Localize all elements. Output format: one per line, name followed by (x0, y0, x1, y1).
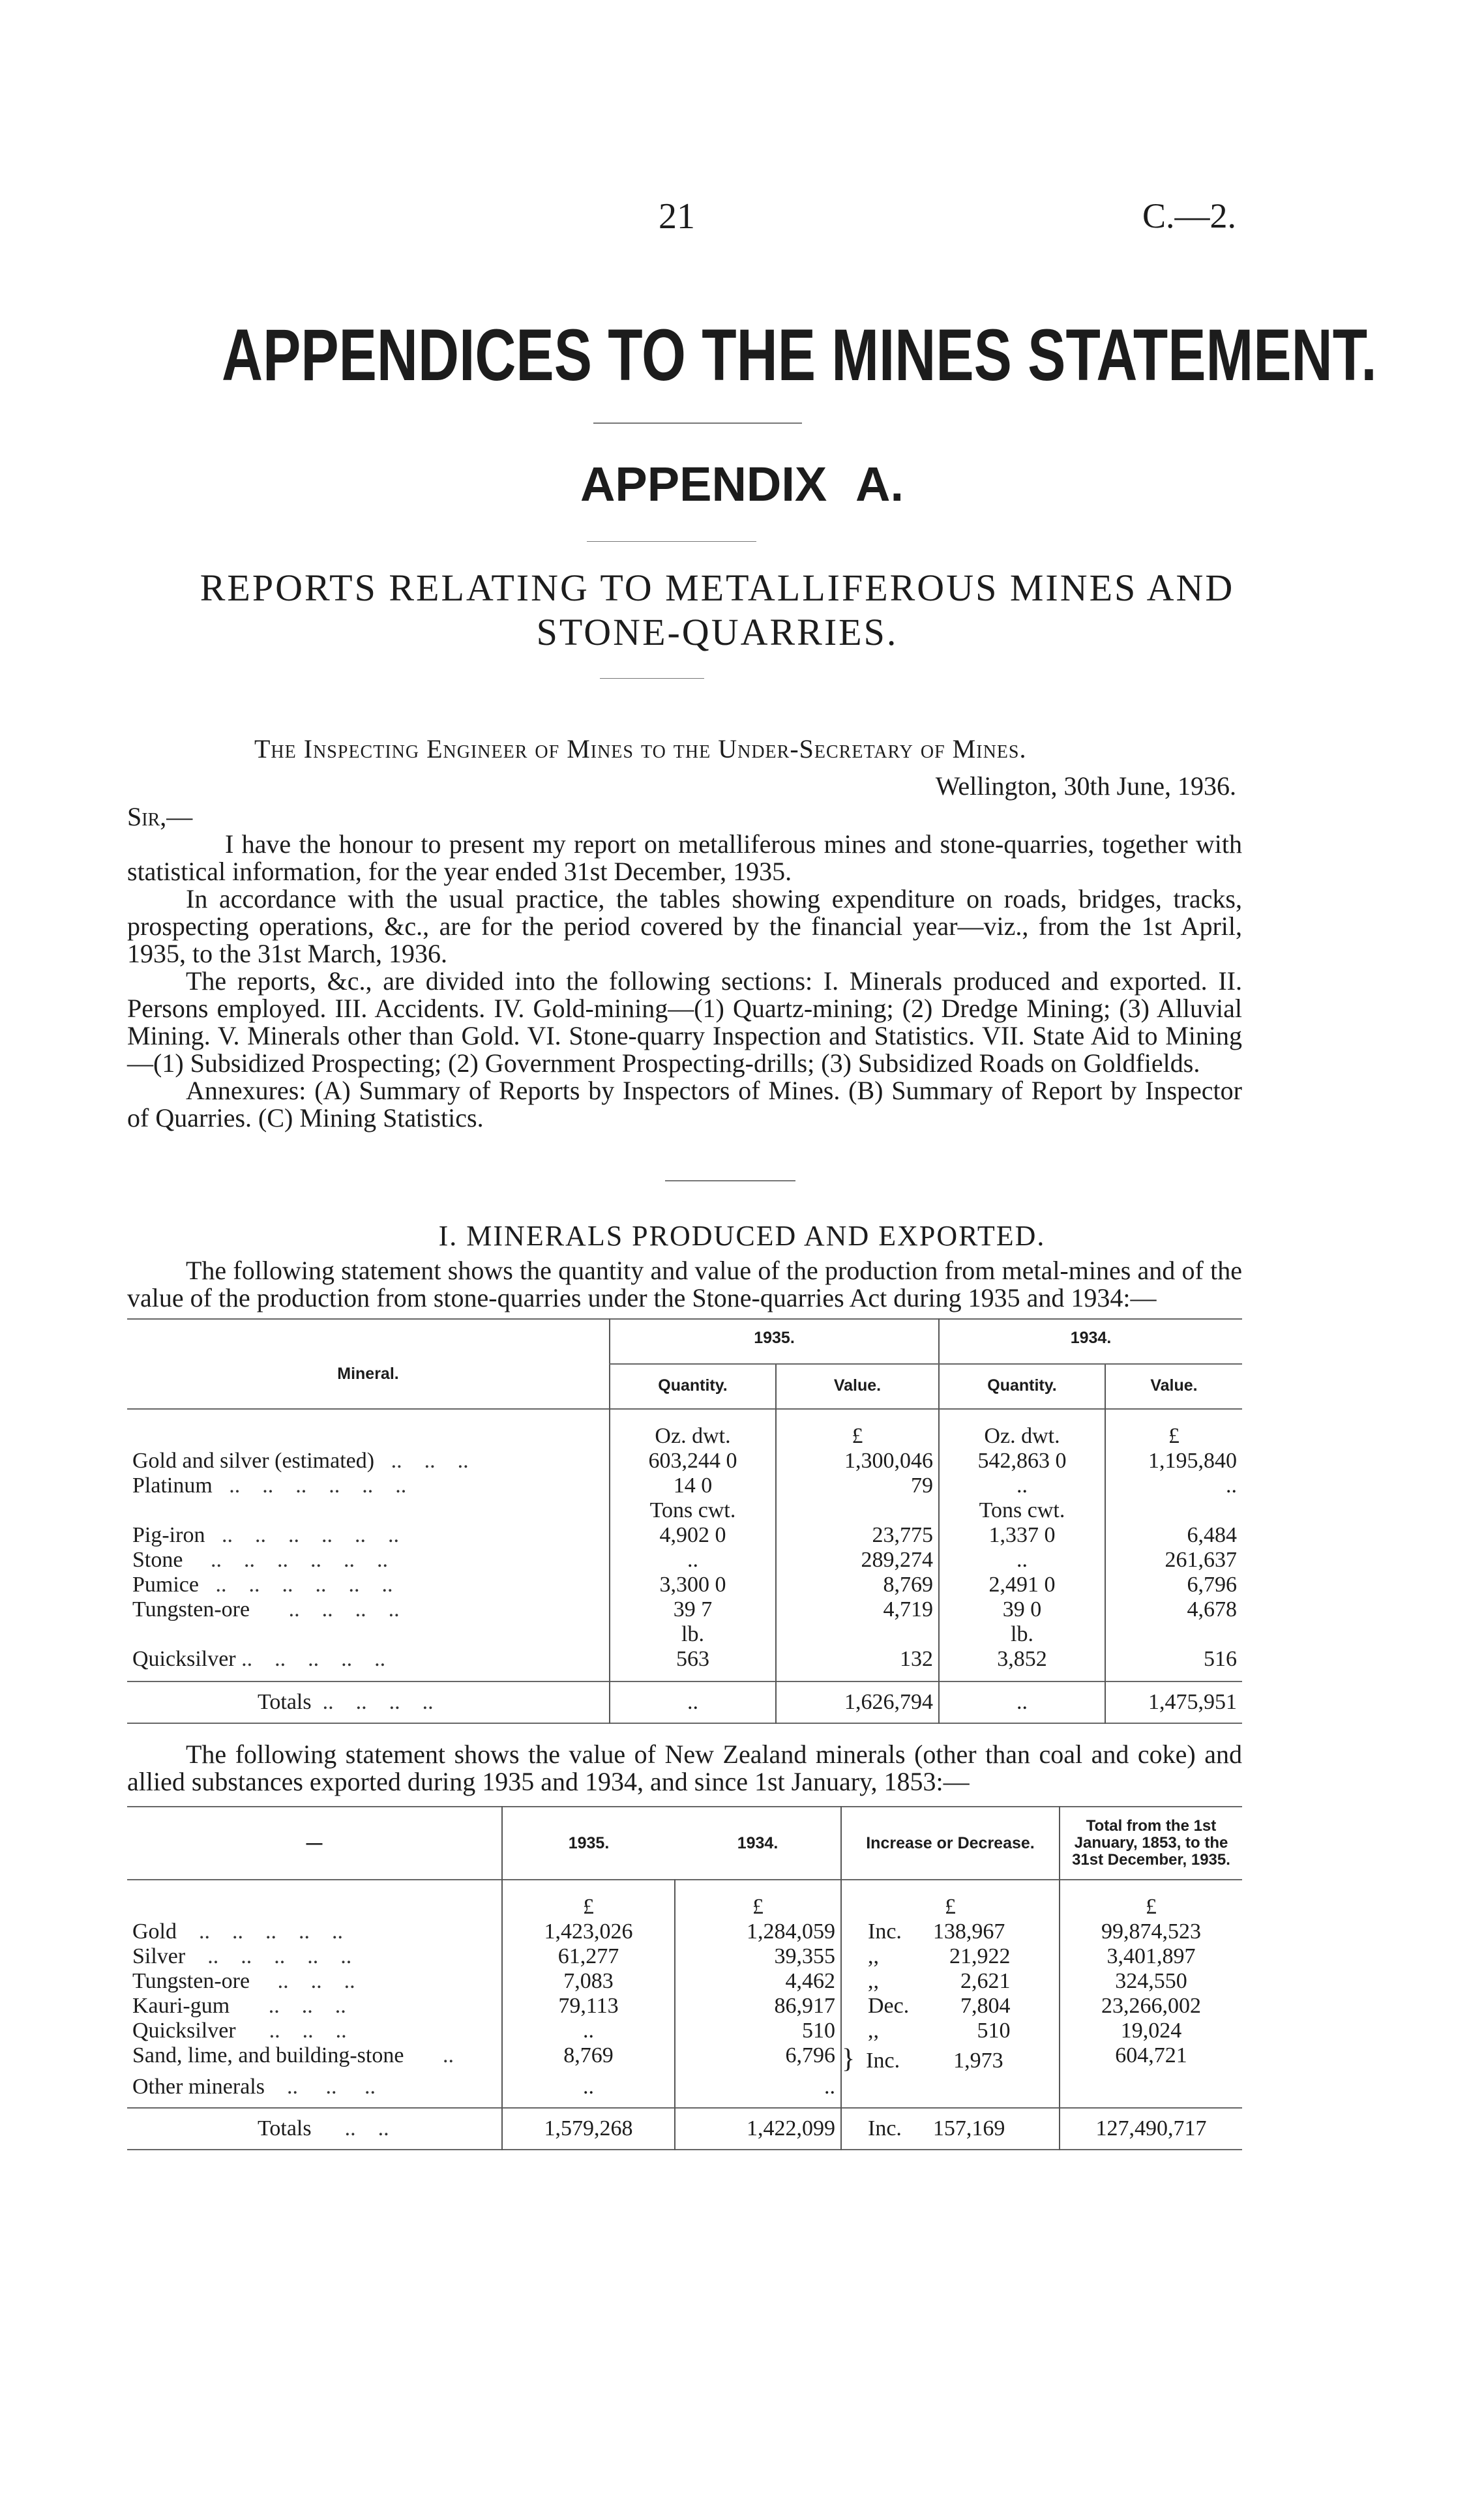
section1-intro (127, 1257, 1242, 1312)
divider (665, 1180, 795, 1181)
row-label: Platinum .. .. .. .. .. .. (132, 1474, 407, 1498)
cell: ,, 21,922 (841, 1944, 1060, 1969)
col-quantity: Quantity. (939, 1364, 1105, 1409)
table-row (127, 1944, 1242, 1969)
cell: 23,775 (776, 1523, 939, 1548)
cell: 603,244 0 (610, 1449, 776, 1474)
section2-intro (127, 1741, 1242, 1796)
cell: 39 0 (939, 1597, 1105, 1622)
unit-label: Oz. dwt. (939, 1409, 1105, 1449)
total-value-1935: 1,626,794 (776, 1681, 939, 1723)
table-row (127, 1647, 1242, 1681)
cell: .. (939, 1548, 1105, 1573)
cell (841, 2075, 1060, 2108)
cell: 79,113 (502, 1994, 675, 2019)
cell: 3,401,897 (1060, 1944, 1242, 1969)
cell: ,, 2,621 (841, 1969, 1060, 1994)
cell: 39,355 (675, 1944, 841, 1969)
cell: 86,917 (675, 1994, 841, 2019)
cell: .. (939, 1681, 1105, 1723)
cell: Dec. 7,804 (841, 1994, 1060, 2019)
table-row (127, 2019, 1242, 2043)
col-quantity: Quantity. (610, 1364, 776, 1409)
row-label: Pumice .. .. .. .. .. .. (132, 1573, 393, 1597)
table-row (127, 1919, 1242, 1944)
cell: 8,769 (776, 1573, 939, 1597)
cell: 8,769 (502, 2043, 675, 2075)
unit-label: £ (675, 1880, 841, 1919)
cell: 1,195,840 (1105, 1449, 1242, 1474)
reports-title-line1: REPORTS RELATING TO METALLIFEROUS MINES AND (200, 567, 1235, 609)
cell: 4,719 (776, 1597, 939, 1622)
unit-label: £ (502, 1880, 675, 1919)
dateline: Wellington, 30th June, 1936. (935, 771, 1236, 801)
cell: 1,423,026 (502, 1919, 675, 1944)
col-year-1934: 1934. (939, 1319, 1242, 1364)
cell: 61,277 (502, 1944, 675, 1969)
page-number: 21 (659, 196, 695, 237)
cell: 4,902 0 (610, 1523, 776, 1548)
document-code: C.—2. (1142, 196, 1236, 235)
paragraph: The reports, &c., are divided into the following sections: I. Minerals produced and exported. II. Persons employed. III. Accidents. IV. Gold-mining—(1) Quartz-mining; (2) Dredge Mining; (3) Alluvial Mining. V. Minerals other than Gold. VI. Stone-quarry Inspection and Statistics. VII. State Aid to Mining—(1) Subsidized Prospecting; (2) Government Prospecting-drills; (3) Subsidized Roads on Goldfields. (127, 966, 1242, 1078)
row-label: Sand, lime, and building-stone .. (132, 2043, 454, 2067)
table-row (127, 1969, 1242, 1994)
row-label: Tungsten-ore .. .. .. .. (132, 1597, 400, 1622)
row-label: Pig-iron .. .. .. .. .. .. (132, 1523, 399, 1547)
total-1934: 1,422,099 (675, 2108, 841, 2150)
unit-label: Tons cwt. (610, 1498, 776, 1523)
cell: 7,083 (502, 1969, 675, 1994)
unit-label: Tons cwt. (939, 1498, 1105, 1523)
section-title: I. MINERALS PRODUCED AND EXPORTED. (438, 1220, 1046, 1252)
cell: ,, 510 (841, 2019, 1060, 2043)
cell: 79 (776, 1474, 939, 1498)
paragraph: Annexures: (A) Summary of Reports by Inspectors of Mines. (B) Summary of Report by Inspector of Quarries. (C) Mining Statistics. (127, 1076, 1242, 1133)
total-value-1934: 1,475,951 (1105, 1681, 1242, 1723)
salutation: Sir,— (127, 802, 193, 831)
total-1935: 1,579,268 (502, 2108, 675, 2150)
main-title: APPENDICES TO THE MINES STATEMENT. (222, 314, 1377, 396)
table-row (127, 1523, 1242, 1548)
cell: 2,491 0 (939, 1573, 1105, 1597)
cell: 4,462 (675, 1969, 841, 1994)
col-1934: 1934. (737, 1833, 779, 1852)
totals-row (127, 1681, 1242, 1723)
reports-title (163, 566, 1271, 655)
row-label: Quicksilver .. .. .. .. .. (132, 1647, 386, 1671)
cell: .. (502, 2075, 675, 2108)
table-row (127, 1597, 1242, 1622)
divider (593, 422, 802, 424)
cell: 542,863 0 (939, 1449, 1105, 1474)
cell: 14 0 (610, 1474, 776, 1498)
unit-label: lb. (939, 1622, 1105, 1647)
cell: 1,300,046 (776, 1449, 939, 1474)
cell: .. (939, 1474, 1105, 1498)
divider (587, 541, 756, 542)
paragraph: In accordance with the usual practice, the tables showing expenditure on roads, bridges, tracks, prospecting operations, &c., are for the period covered by the financial year—viz., from the 1st April, 1935, to the 31st March, 1936. (127, 884, 1242, 968)
col-year-1935: 1935. (610, 1319, 939, 1364)
cell: 19,024 (1060, 2019, 1242, 2043)
cell: 604,721 (1060, 2043, 1242, 2075)
row-label: Gold and silver (estimated) .. .. .. (132, 1449, 469, 1473)
table-row (127, 2075, 1242, 2108)
cell: 261,637 (1105, 1548, 1242, 1573)
letter-body (127, 803, 1242, 1132)
exports-table (127, 1806, 1242, 2150)
unit-label: £ (841, 1880, 1060, 1919)
row-label: Tungsten-ore .. .. .. (132, 1969, 355, 1993)
table-row (127, 2043, 1242, 2075)
col-mineral: Mineral. (337, 1364, 399, 1383)
unit-label: Oz. dwt. (610, 1409, 776, 1449)
unit-label: £ (1060, 1880, 1242, 1919)
cell: 324,550 (1060, 1969, 1242, 1994)
row-label: Kauri-gum .. .. .. (132, 1994, 346, 2018)
appendix-heading: APPENDIX A. (580, 457, 904, 511)
cell: .. (610, 1681, 776, 1723)
addressee-line: The Inspecting Engineer of Mines to the Under-Secretary of Mines. (254, 734, 1027, 763)
table-row (127, 1573, 1242, 1597)
cell: 4,678 (1105, 1597, 1242, 1622)
cell: 563 (610, 1647, 776, 1681)
unit-label: £ (776, 1409, 939, 1449)
paragraph: The following statement shows the quantity and value of the production from metal-mines and of the value of the production from stone-quarries under the Stone-quarries Act during 1935 and 1934:— (127, 1256, 1242, 1312)
col-value: Value. (1105, 1364, 1242, 1409)
cell: 3,300 0 (610, 1573, 776, 1597)
paragraph: I have the honour to present my report on metalliferous mines and stone-quarries, together with statistical information, for the year ended 31st December, 1935. (127, 829, 1242, 886)
cell: 516 (1105, 1647, 1242, 1681)
totals-row (127, 2108, 1242, 2150)
cell: 6,796 (675, 2043, 841, 2075)
divider (600, 678, 704, 679)
cell: 6,796 (1105, 1573, 1242, 1597)
cell: 510 (675, 2019, 841, 2043)
reports-title-line2: STONE-QUARRIES. (536, 611, 898, 653)
col-blank: — (306, 1833, 323, 1852)
cell: 1,337 0 (939, 1523, 1105, 1548)
table-row (127, 1548, 1242, 1573)
cell: .. (502, 2019, 675, 2043)
totals-label: Totals .. .. (258, 2116, 389, 2140)
cell: 23,266,002 (1060, 1994, 1242, 2019)
cell: .. (1105, 1474, 1242, 1498)
table-row (127, 1994, 1242, 2019)
cell: 289,274 (776, 1548, 939, 1573)
col-value: Value. (776, 1364, 939, 1409)
totals-label: Totals .. .. .. .. (258, 1690, 434, 1714)
col-change: Increase or Decrease. (841, 1807, 1060, 1880)
cell: 3,852 (939, 1647, 1105, 1681)
cell: 39 7 (610, 1597, 776, 1622)
unit-label: lb. (610, 1622, 776, 1647)
row-label: Quicksilver .. .. .. (132, 2019, 347, 2043)
cell: 1,284,059 (675, 1919, 841, 1944)
row-label: Stone .. .. .. .. .. .. (132, 1548, 388, 1572)
row-label: Other minerals .. .. .. (132, 2075, 376, 2099)
total-change: Inc. 157,169 (841, 2108, 1060, 2150)
table-row (127, 1449, 1242, 1474)
unit-label: £ (1105, 1409, 1242, 1449)
col-1935: 1935. (502, 1807, 675, 1880)
row-label: Gold .. .. .. .. .. (132, 1919, 343, 1944)
table-row (127, 1474, 1242, 1498)
paragraph: The following statement shows the value of New Zealand minerals (other than coal and coke) and allied substances exported during 1935 and 1934, and since 1st January, 1853:— (127, 1740, 1242, 1796)
production-table (127, 1318, 1242, 1724)
cell: 99,874,523 (1060, 1919, 1242, 1944)
cell (1060, 2075, 1242, 2108)
cell: .. (610, 1548, 776, 1573)
col-total-since-1853: Total from the 1st January, 1853, to the 31st December, 1935. (1060, 1807, 1242, 1880)
row-label: Silver .. .. .. .. .. (132, 1944, 352, 1968)
cell: .. (675, 2075, 841, 2108)
cell: 6,484 (1105, 1523, 1242, 1548)
cell: 132 (776, 1647, 939, 1681)
cell: Inc. 138,967 (841, 1919, 1060, 1944)
cell: } Inc. 1,973 (841, 2043, 1060, 2075)
total-since-1853: 127,490,717 (1060, 2108, 1242, 2150)
